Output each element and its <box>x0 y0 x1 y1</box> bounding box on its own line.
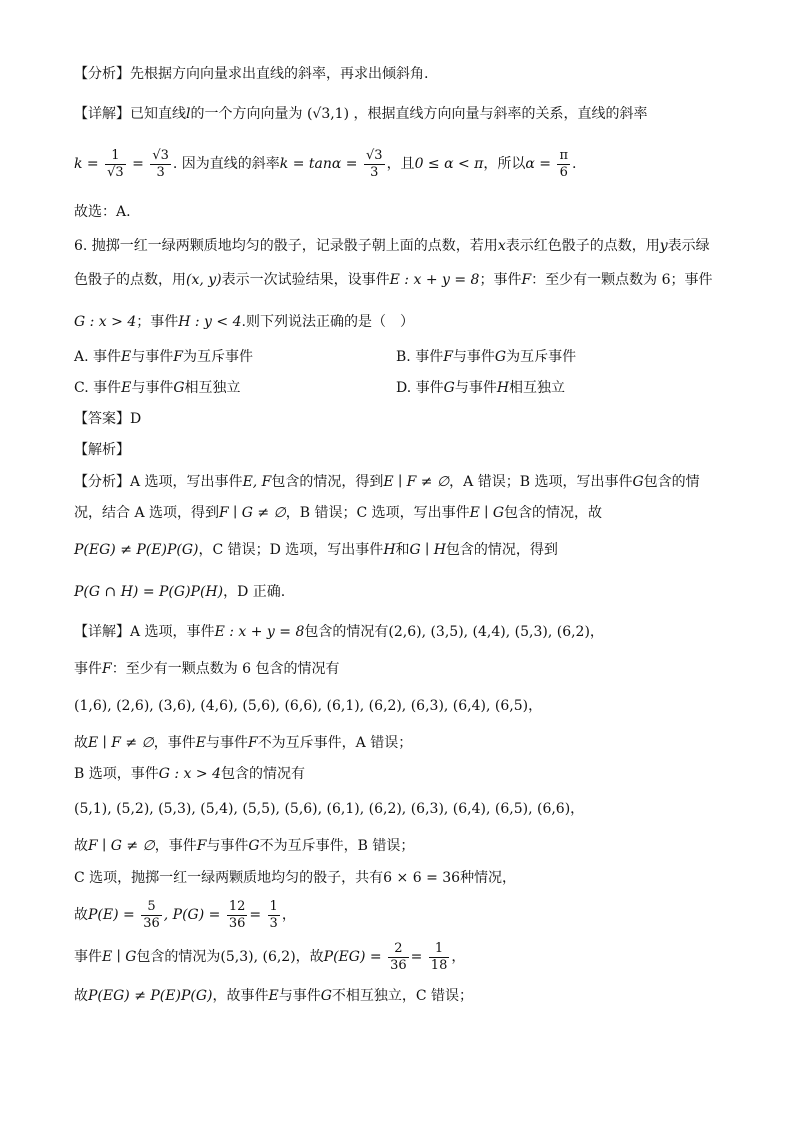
analysis-heading <box>74 440 130 460</box>
fraction-numerator: 1 <box>105 148 126 165</box>
d-text-7: 与事件 <box>205 735 248 751</box>
detail-text: 【详解】已知直线 <box>74 106 186 122</box>
detail-line-5 <box>74 104 648 124</box>
d-text-6: ，事件 <box>153 735 196 751</box>
math-g: G <box>320 988 332 1004</box>
math-event-e: E : x + y = 8 <box>214 624 305 640</box>
fraction-numerator: √3 <box>366 147 383 163</box>
d-text-17: 故 <box>74 907 88 923</box>
a-text-5: 况，结合 A 选项，得到 <box>74 505 220 521</box>
math-pe: P(E) = <box>88 907 135 923</box>
option-b <box>396 347 576 367</box>
answer-line <box>74 409 141 429</box>
detail-6-line-7 <box>74 836 414 856</box>
equals-sign: = <box>132 156 144 172</box>
math-x: x <box>497 238 506 254</box>
fraction-denominator: √3 <box>107 164 124 180</box>
a-text-1: 【分析】A 选项，写出事件 <box>74 474 243 490</box>
equals-sign: = <box>249 907 262 923</box>
period: . <box>572 156 577 172</box>
fraction-1-18 <box>429 941 450 974</box>
d-text-4: ：至少有一颗点数为 6 包含的情况有 <box>111 661 340 677</box>
q6-text-3: 表示绿 <box>667 238 710 254</box>
fraction-denominator: 6 <box>559 164 568 180</box>
a-text-2: 包含的情况，得到 <box>271 474 384 490</box>
d-text-15: C 选项，抛掷一红一绿两颗质地均匀的骰子，共有 <box>74 870 384 886</box>
option-b-label: B. 事件 <box>396 349 444 365</box>
fraction-denominator: 3 <box>370 164 379 180</box>
comma: ， <box>589 624 604 640</box>
math-e-cap-f: E ∣ F ≠ ∅ <box>383 474 450 490</box>
math-e-cases: (2,6), (3,5), (4,4), (5,3), (6,2) <box>388 624 590 640</box>
math-e: E <box>121 380 132 396</box>
math-peg: P(EG) ≠ P(E)P(G) <box>74 542 199 558</box>
math-l: l <box>186 106 191 122</box>
math-f: F <box>196 838 207 854</box>
option-c <box>74 378 241 398</box>
math-pg: , P(G) = <box>163 907 221 923</box>
a-text-7: 包含的情况，故 <box>504 505 603 521</box>
detail-6-line-2 <box>74 659 340 679</box>
option-d <box>396 378 565 398</box>
fraction-1-over-sqrt3 <box>105 148 126 181</box>
detail-6-line-5 <box>74 764 305 784</box>
analysis-6-line-4 <box>74 582 285 602</box>
fraction-pi-over-6 <box>557 148 570 181</box>
slope-text: . 因为直线的斜率 <box>172 156 280 172</box>
math-g-cap-h: G ∣ H <box>409 542 446 558</box>
fraction-2-36 <box>388 941 409 974</box>
math-e: E <box>268 988 279 1004</box>
math-alpha-eq: α = <box>525 156 552 172</box>
q6-text-8: ；事件 <box>136 314 179 330</box>
math-f: F <box>247 735 258 751</box>
q6-text-2: 表示红色骰子的点数，用 <box>505 238 660 254</box>
math-ef: E, F <box>242 474 272 490</box>
option-d-text-2: 相互独立 <box>509 380 566 396</box>
choice-line-5 <box>74 202 131 222</box>
math-event-g: G : x > 4 <box>74 314 137 330</box>
d-text-1: 【详解】A 选项，事件 <box>74 624 215 640</box>
analysis-6-line-1 <box>74 472 700 492</box>
fraction-sqrt3-over-3 <box>150 148 171 181</box>
math-f: F <box>443 349 453 365</box>
detail-6-line-9 <box>74 896 296 934</box>
fraction-numerator: 12 <box>228 898 246 914</box>
math-h: H <box>496 380 510 396</box>
option-a-text-2: 为互斥事件 <box>182 349 253 365</box>
a-text-4: 包含的情 <box>643 474 700 490</box>
option-b-text-2: 为互斥事件 <box>506 349 577 365</box>
math-vector: (√3,1) <box>306 106 350 122</box>
math-peg-eq: P(EG) = <box>323 949 382 965</box>
math-xy: (x, y) <box>186 272 222 288</box>
math-e: E <box>195 735 206 751</box>
a-text-9: 和 <box>395 542 410 558</box>
math-range: 0 ≤ α < π <box>414 156 484 172</box>
option-d-label: D. 事件 <box>396 380 444 396</box>
math-f-cap-g: F ∣ G ≠ ∅ <box>219 505 286 521</box>
a-text-10: 包含的情况，得到 <box>445 542 558 558</box>
fraction-numerator: 1 <box>429 941 450 958</box>
fraction-numerator: 1 <box>269 898 278 914</box>
d-text-23: 与事件 <box>278 988 321 1004</box>
option-c-label: C. 事件 <box>74 380 122 396</box>
q6-text-7: ：至少有一颗点数为 6；事件 <box>531 272 713 288</box>
q6-text-6: ；事件 <box>479 272 522 288</box>
fraction-numerator: √3 <box>152 147 169 163</box>
math-g: G <box>248 838 260 854</box>
math-eg-cases: (5,3), (6,2) <box>220 949 296 965</box>
question-6-line-3 <box>74 312 414 332</box>
q6-text-5: 表示一次试验结果，设事件 <box>221 272 390 288</box>
d-text-10: 包含的情况有 <box>220 766 305 782</box>
d-text-3: 事件 <box>74 661 102 677</box>
option-a-text: 与事件 <box>131 349 174 365</box>
equals-sign: = <box>410 949 423 965</box>
math-peg-neq: P(EG) ≠ P(E)P(G) <box>88 988 213 1004</box>
detail-6-line-6 <box>74 799 584 819</box>
math-pgh: P(G ∩ H) = P(G)P(H) <box>74 584 224 600</box>
fraction-numerator: 2 <box>388 941 409 958</box>
math-f: F <box>521 272 532 288</box>
detail-6-line-1 <box>74 622 604 642</box>
math-h: H <box>383 542 396 558</box>
fraction-denominator: 3 <box>269 915 278 931</box>
fraction-12-36 <box>227 899 248 932</box>
math-g-cases: (5,1), (5,2), (5,3), (5,4), (5,5), (5,6), (6,1), (6,2), (6,3), (6,4), (6,5), (6,6) <box>74 801 571 817</box>
math-g: G <box>443 380 455 396</box>
detail-text-3: ，根据直线方向向量与斜率的关系，直线的斜率 <box>353 106 648 122</box>
math-e-cap-f: E ∣ F ≠ ∅ <box>88 735 154 751</box>
d-text-16: 种情况， <box>460 870 517 886</box>
analysis-6-line-3 <box>74 540 558 560</box>
d-text-22: ，故事件 <box>212 988 269 1004</box>
detail-6-line-10 <box>74 938 465 976</box>
question-6-line-1 <box>74 236 710 256</box>
d-text-18: 事件 <box>74 949 102 965</box>
option-b-text: 与事件 <box>452 349 495 365</box>
slope-formula-line <box>74 146 576 182</box>
math-f-cases: (1,6), (2,6), (3,6), (4,6), (5,6), (6,6), (6,1), (6,2), (6,3), (6,4), (6,5) <box>74 698 529 714</box>
fraction-1-3 <box>268 899 280 932</box>
d-text-21: 故 <box>74 988 88 1004</box>
d-text-2: 包含的情况有 <box>304 624 389 640</box>
fraction-denominator: 3 <box>156 164 165 180</box>
math-g: G <box>632 474 644 490</box>
d-text-8: 不为互斥事件，A 错误； <box>257 735 413 751</box>
comma: ， <box>281 907 296 923</box>
fraction-numerator: π <box>559 147 569 163</box>
d-text-19: 包含的情况为 <box>136 949 221 965</box>
detail-6-line-11 <box>74 986 473 1006</box>
detail-text-2: 的一个方向向量为 <box>190 106 303 122</box>
analysis-heading-text: 【解析】 <box>74 442 130 458</box>
d-text-20: ，故 <box>295 949 324 965</box>
math-6x6: 6 × 6 = 36 <box>383 870 461 886</box>
math-e-cap-g: E ∣ G <box>102 949 137 965</box>
math-y: y <box>659 238 668 254</box>
analysis-line-5 <box>74 64 428 84</box>
comma: ， <box>528 698 543 714</box>
math-g: G <box>173 380 185 396</box>
math-event-g: G : x > 4 <box>158 766 221 782</box>
detail-6-line-4 <box>74 733 412 753</box>
a-text-6: ，B 错误；C 选项，写出事件 <box>285 505 470 521</box>
a-text-11: ，D 正确. <box>223 584 286 600</box>
d-text-9: B 选项，事件 <box>74 766 159 782</box>
fraction-denominator: 36 <box>228 915 246 931</box>
fraction-5-36 <box>141 899 162 932</box>
d-text-5: 故 <box>74 735 88 751</box>
analysis-text: 【分析】先根据方向向量求出直线的斜率，再求出倾斜角. <box>74 66 429 82</box>
option-a-label: A. 事件 <box>74 349 122 365</box>
math-k-tan: k = tanα = <box>279 156 358 172</box>
fraction-numerator: 5 <box>141 899 162 916</box>
math-f-cap-g: F ∣ G ≠ ∅ <box>88 838 155 854</box>
math-event-h: H : y < 4 <box>178 314 242 330</box>
fraction-denominator: 36 <box>143 915 160 931</box>
math-e: E <box>121 349 132 365</box>
math-f: F <box>173 349 183 365</box>
d-text-13: 与事件 <box>206 838 249 854</box>
option-c-text-2: 相互独立 <box>184 380 241 396</box>
question-6-line-2 <box>74 270 713 290</box>
comma: ， <box>451 949 466 965</box>
detail-6-line-3 <box>74 696 542 716</box>
math-event-e: E : x + y = 8 <box>389 272 480 288</box>
choice-text: 故选：A. <box>74 204 131 220</box>
answer-text: 【答案】D <box>74 411 142 427</box>
option-c-text: 与事件 <box>131 380 174 396</box>
q6-text-1: 6. 抛掷一红一绿两颗质地均匀的骰子，记录骰子朝上面的点数，若用 <box>74 238 498 254</box>
slope-text-3: ，所以 <box>483 156 526 172</box>
a-text-8: ，C 错误；D 选项，写出事件 <box>198 542 384 558</box>
q6-text-4: 色骰子的点数，用 <box>74 272 186 288</box>
d-text-14: 不为互斥事件，B 错误； <box>259 838 415 854</box>
fraction-denominator: 36 <box>390 957 407 973</box>
q6-text-9: .则下列说法正确的是（ ） <box>241 314 414 330</box>
math-g: G <box>494 349 507 365</box>
comma: ， <box>570 801 585 817</box>
analysis-6-line-2 <box>74 503 602 523</box>
fraction-denominator: 18 <box>430 957 448 973</box>
math-k-eq: k = <box>74 156 99 172</box>
d-text-11: 故 <box>74 838 88 854</box>
math-f: F <box>102 661 112 677</box>
option-d-text: 与事件 <box>454 380 497 396</box>
fraction-sqrt3-over-3b <box>364 148 385 181</box>
a-text-3: ，A 错误；B 选项，写出事件 <box>449 474 633 490</box>
slope-text-2: ，且 <box>386 156 415 172</box>
math-e-cap-g: E ∣ G <box>469 505 505 521</box>
option-a <box>74 347 253 367</box>
d-text-24: 不相互独立，C 错误； <box>331 988 474 1004</box>
d-text-12: ，事件 <box>154 838 197 854</box>
detail-6-line-8 <box>74 868 516 888</box>
